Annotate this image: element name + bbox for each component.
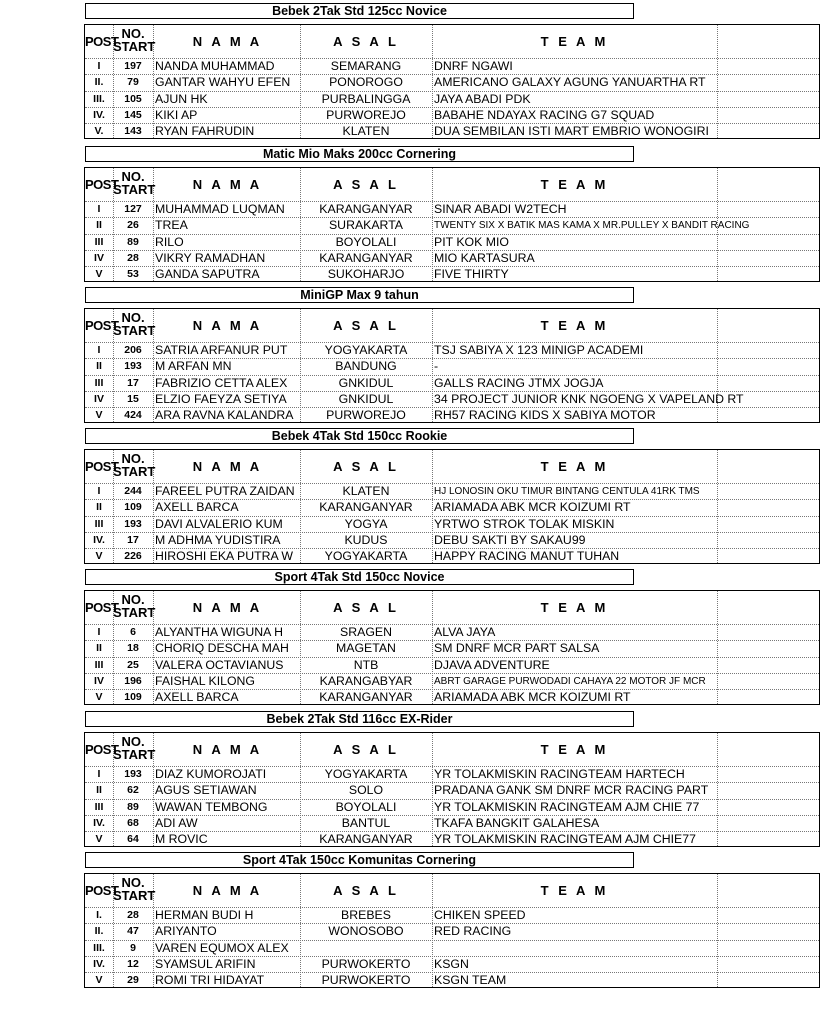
table-row [85, 250, 819, 266]
cell-position: I [97, 626, 101, 638]
cell-team: SINAR ABADI W2TECH [434, 202, 567, 216]
table-row [85, 673, 819, 689]
cell-asal: KLATEN [342, 484, 390, 498]
cell-team: ARIAMADA ABK MCR KOIZUMI RT [434, 500, 631, 515]
cell-nama: FABRIZIO CETTA ALEX [155, 375, 288, 390]
cell-nama: ROMI TRI HIDAYAT [155, 973, 265, 988]
class-title: Sport 4Tak Std 150cc Novice [85, 569, 634, 585]
cell-start-number: 53 [127, 268, 139, 281]
class-title: Bebek 2Tak Std 125cc Novice [85, 3, 634, 19]
cell-position: III. [93, 92, 105, 105]
cell-nama: M ROVIC [155, 832, 208, 847]
table-row [85, 516, 819, 532]
results-table [84, 24, 820, 139]
cell-team: MIO KARTASURA [434, 250, 535, 265]
cell-asal: BOYOLALI [335, 234, 397, 249]
cell-asal: YOGYAKARTA [324, 549, 408, 564]
header-post: POST [85, 318, 119, 333]
cell-nama: SYAMSUL ARIFIN [155, 956, 256, 971]
header-team: T E A M [540, 459, 609, 474]
table-row [85, 123, 819, 139]
cell-asal: SOLO [348, 783, 384, 798]
header-no-start: NO. START [113, 592, 156, 620]
cell-team: RH57 RACING KIDS X SABIYA MOTOR [434, 408, 656, 423]
cell-position: IV [94, 674, 104, 687]
cell-nama: DIAZ KUMOROJATI [155, 767, 267, 781]
cell-asal: KARANGANYAR [319, 832, 413, 847]
table-row [85, 956, 819, 972]
cell-position: III [94, 235, 104, 248]
cell-nama: WAWAN TEMBONG [155, 799, 268, 814]
cell-position: IV. [93, 816, 105, 829]
header-no-start: NO. START [113, 875, 156, 903]
cell-nama: RILO [155, 234, 184, 249]
cell-start-number: 64 [127, 833, 139, 846]
header-asal: A S A L [333, 600, 399, 615]
header-asal: A S A L [333, 459, 399, 474]
cell-asal: KARANGANYAR [319, 690, 413, 705]
cell-nama: CHORIQ DESCHA MAH [155, 641, 289, 656]
cell-asal: PURWOKERTO [321, 973, 411, 988]
cell-start-number: 18 [127, 642, 139, 655]
header-team: T E A M [540, 34, 609, 49]
table-row [85, 74, 819, 90]
cell-nama: DAVI ALVALERIO KUM [155, 516, 283, 531]
cell-start-number: 28 [127, 909, 139, 921]
cell-start-number: 6 [130, 626, 136, 638]
table-header [85, 450, 819, 483]
cell-nama: TREA [155, 218, 188, 233]
cell-nama: ADI AW [155, 815, 198, 830]
table-row [85, 391, 819, 407]
cell-position: III [94, 800, 104, 813]
cell-team: FIVE THIRTY [434, 267, 509, 282]
cell-nama: ELZIO FAEYZA SETIYA [155, 391, 287, 406]
header-post: POST [85, 459, 119, 474]
race-class-section [84, 287, 820, 424]
class-title: Bebek 4Tak Std 150cc Rookie [85, 428, 634, 444]
cell-start-number: 28 [127, 251, 139, 264]
cell-position: II [96, 501, 102, 514]
cell-start-number: 79 [127, 76, 139, 89]
class-title: Bebek 2Tak Std 116cc EX-Rider [85, 711, 634, 727]
cell-position: II [96, 642, 102, 655]
cell-start-number: 12 [127, 957, 139, 970]
cell-asal [300, 941, 432, 956]
header-post: POST [85, 742, 119, 757]
cell-team: YRTWO STROK TOLAK MISKIN [434, 516, 615, 531]
cell-start-number: 193 [124, 517, 142, 530]
cell-team: ABRT GARAGE PURWODADI CAHAYA 22 MOTOR JF MCR [434, 675, 706, 687]
cell-team: SM DNRF MCR PART SALSA [434, 641, 600, 656]
header-nama: N A M A [192, 318, 263, 333]
cell-team: GALLS RACING JTMX JOGJA [434, 375, 604, 390]
cell-position: IV [94, 251, 104, 264]
table-row [85, 358, 819, 374]
race-class-section [84, 3, 820, 140]
cell-team: DJAVA ADVENTURE [434, 657, 550, 672]
cell-position: II [96, 219, 102, 232]
cell-nama: AXELL BARCA [155, 500, 239, 515]
cell-position: IV. [93, 533, 105, 546]
cell-team: YR TOLAKMISKIN RACINGTEAM AJM CHIE 77 [434, 799, 700, 814]
cell-start-number: 9 [130, 941, 136, 954]
cell-nama: ARIYANTO [155, 924, 217, 939]
cell-start-number: 15 [127, 392, 139, 405]
table-header [85, 591, 819, 624]
cell-asal: KARANGANYAR [319, 250, 413, 265]
cell-position: II [96, 360, 102, 373]
cell-team: TSJ SABIYA X 123 MINIGP ACADEMI [434, 343, 644, 357]
cell-nama: M ARFAN MN [155, 359, 232, 374]
header-nama: N A M A [192, 883, 263, 898]
header-asal: A S A L [333, 742, 399, 757]
cell-nama: AJUN HK [155, 91, 208, 106]
cell-asal: KUDUS [344, 532, 388, 547]
cell-team: TWENTY SIX X BATIK MAS KAMA X MR.PULLEY X BANDIT RACING [434, 220, 750, 232]
cell-team: YR TOLAKMISKIN RACINGTEAM HARTECH [434, 767, 685, 781]
cell-team: AMERICANO GALAXY AGUNG YANUARTHA RT [434, 75, 706, 90]
class-title: MiniGP Max 9 tahun [85, 287, 634, 303]
race-class-section [84, 569, 820, 706]
cell-asal: BANTUL [341, 815, 391, 830]
cell-start-number: 143 [124, 125, 142, 138]
cell-team: 34 PROJECT JUNIOR KNK NGOENG X VAPELAND RT [434, 391, 744, 406]
cell-start-number: 17 [127, 376, 139, 389]
cell-position: IV [94, 392, 104, 405]
cell-nama: RYAN FAHRUDIN [155, 124, 255, 139]
cell-asal: SEMARANG [330, 59, 402, 73]
cell-position: V. [94, 125, 104, 138]
table-row [85, 201, 819, 217]
header-asal: A S A L [333, 177, 399, 192]
cell-team: CHIKEN SPEED [434, 908, 526, 922]
cell-asal: YOGYAKARTA [324, 767, 408, 781]
cell-start-number: 109 [124, 501, 142, 514]
cell-position: I [97, 485, 101, 497]
cell-nama: AXELL BARCA [155, 690, 239, 705]
header-no-start: NO. START [113, 169, 156, 197]
cell-start-number: 47 [127, 925, 139, 938]
cell-start-number: 89 [127, 800, 139, 813]
header-team: T E A M [540, 177, 609, 192]
cell-nama: ARA RAVNA KALANDRA [155, 408, 294, 423]
race-class-section [84, 428, 820, 565]
table-header [85, 733, 819, 766]
cell-team: YR TOLAKMISKIN RACINGTEAM AJM CHIE77 [434, 832, 696, 847]
class-title: Sport 4Tak 150cc Komunitas Cornering [85, 852, 634, 868]
cell-asal: PURWOREJO [326, 107, 406, 122]
cell-position: III [94, 658, 104, 671]
cell-nama: VAREN EQUMOX ALEX [155, 940, 289, 955]
cell-start-number: 109 [124, 691, 142, 704]
cell-nama: AGUS SETIAWAN [155, 783, 257, 798]
table-row [85, 548, 819, 564]
cell-nama: VALERA OCTAVIANUS [155, 657, 284, 672]
cell-nama: GANDA SAPUTRA [155, 267, 260, 282]
cell-team: TKAFA BANGKIT GALAHESA [434, 815, 600, 830]
results-table [84, 308, 820, 423]
cell-team: DUA SEMBILAN ISTI MART EMBRIO WONOGIRI [434, 124, 709, 139]
table-row [85, 217, 819, 233]
header-asal: A S A L [333, 318, 399, 333]
cell-team: KSGN TEAM [434, 973, 507, 988]
results-table [84, 732, 820, 847]
table-row [85, 499, 819, 515]
cell-asal: BOYOLALI [335, 799, 397, 814]
header-no-start: NO. START [113, 26, 156, 54]
cell-asal: GNKIDUL [338, 375, 394, 390]
cell-start-number: 145 [124, 108, 142, 121]
cell-team: BABAHE NDAYAX RACING G7 SQUAD [434, 107, 655, 122]
header-nama: N A M A [192, 459, 263, 474]
cell-team: DNRF NGAWI [434, 59, 513, 73]
cell-asal: BREBES [341, 908, 391, 922]
header-post: POST [85, 34, 119, 49]
results-table [84, 449, 820, 564]
cell-asal: PURBALINGGA [321, 91, 411, 106]
cell-position: V [95, 691, 103, 704]
cell-start-number: 62 [127, 784, 139, 797]
cell-nama: SATRIA ARFANUR PUT [155, 343, 288, 357]
header-team: T E A M [540, 318, 609, 333]
cell-start-number: 25 [127, 658, 139, 671]
cell-nama: MUHAMMAD LUQMAN [155, 202, 285, 216]
cell-team: ARIAMADA ABK MCR KOIZUMI RT [434, 690, 631, 705]
cell-start-number: 226 [124, 550, 142, 563]
table-row [85, 907, 819, 923]
table-header [85, 168, 819, 201]
cell-start-number: 206 [124, 344, 142, 356]
table-header [85, 309, 819, 342]
header-no-start: NO. START [113, 451, 156, 479]
table-row [85, 342, 819, 358]
cell-team: PRADANA GANK SM DNRF MCR RACING PART [434, 783, 709, 798]
cell-position: IV. [93, 957, 105, 970]
cell-asal: SUKOHARJO [327, 267, 405, 282]
race-class-section [84, 852, 820, 989]
cell-team: RED RACING [434, 924, 512, 939]
cell-position: I [97, 203, 101, 215]
cell-position: II [96, 784, 102, 797]
table-row [85, 972, 819, 988]
cell-position: III [94, 376, 104, 389]
cell-asal: BANDUNG [335, 359, 397, 374]
header-nama: N A M A [192, 34, 263, 49]
table-row [85, 234, 819, 250]
cell-position: V [95, 268, 103, 281]
table-row [85, 689, 819, 705]
cell-position: I [97, 344, 101, 356]
header-no-start: NO. START [113, 310, 156, 338]
header-nama: N A M A [192, 600, 263, 615]
cell-nama: M ADHMA YUDISTIRA [155, 532, 281, 547]
cell-position: III. [93, 941, 105, 954]
header-asal: A S A L [333, 34, 399, 49]
table-row [85, 58, 819, 74]
header-team: T E A M [540, 600, 609, 615]
cell-nama: HERMAN BUDI H [155, 908, 254, 922]
cell-asal: YOGYAKARTA [324, 343, 408, 357]
cell-start-number: 197 [124, 60, 142, 72]
header-nama: N A M A [192, 177, 263, 192]
cell-position: I. [96, 909, 102, 921]
cell-position: V [95, 409, 103, 422]
cell-start-number: 29 [127, 974, 139, 987]
table-row [85, 815, 819, 831]
cell-asal: PURWOKERTO [321, 956, 411, 971]
cell-start-number: 424 [124, 409, 142, 422]
table-row [85, 483, 819, 499]
header-team: T E A M [540, 742, 609, 757]
table-row [85, 375, 819, 391]
header-team: T E A M [540, 883, 609, 898]
cell-start-number: 17 [127, 533, 139, 546]
table-header [85, 25, 819, 58]
cell-asal: KARANGABYAR [319, 673, 413, 688]
cell-position: II. [94, 76, 104, 89]
cell-nama: HIROSHI EKA PUTRA W [155, 549, 294, 564]
race-class-section [84, 146, 820, 283]
table-row [85, 923, 819, 939]
cell-asal: GNKIDUL [338, 391, 394, 406]
cell-position: I [97, 768, 101, 780]
cell-asal: NTB [353, 657, 379, 672]
cell-start-number: 193 [124, 768, 142, 780]
cell-team: PIT KOK MIO [434, 234, 509, 249]
header-asal: A S A L [333, 883, 399, 898]
cell-position: V [95, 833, 103, 846]
cell-position: I [97, 60, 101, 72]
cell-team [432, 941, 717, 956]
cell-start-number: 89 [127, 235, 139, 248]
cell-team: - [434, 359, 439, 374]
cell-nama: KIKI AP [155, 107, 198, 122]
cell-asal: MAGETAN [336, 641, 396, 656]
cell-nama: NANDA MUHAMMAD [155, 59, 275, 73]
results-table [84, 167, 820, 282]
cell-asal: KARANGANYAR [319, 500, 413, 515]
cell-start-number: 105 [124, 92, 142, 105]
cell-asal: SRAGEN [340, 625, 392, 639]
table-row [85, 657, 819, 673]
table-header [85, 874, 819, 907]
table-row [85, 782, 819, 798]
cell-position: V [95, 550, 103, 563]
header-post: POST [85, 177, 119, 192]
cell-asal: KARANGANYAR [319, 202, 413, 216]
cell-position: III [94, 517, 104, 530]
cell-start-number: 26 [127, 219, 139, 232]
results-table [84, 873, 820, 988]
table-row [85, 831, 819, 847]
table-row [85, 799, 819, 815]
cell-start-number: 244 [124, 485, 142, 497]
cell-position: V [95, 974, 103, 987]
cell-team: KSGN [434, 956, 469, 971]
cell-nama: FAISHAL KILONG [155, 673, 256, 688]
cell-team: ALVA JAYA [434, 625, 496, 639]
cell-team: HAPPY RACING MANUT TUHAN [434, 549, 620, 564]
cell-team: DEBU SAKTI BY SAKAU99 [434, 532, 586, 547]
header-nama: N A M A [192, 742, 263, 757]
class-title: Matic Mio Maks 200cc Cornering [85, 146, 634, 162]
cell-asal: SURAKARTA [328, 218, 404, 233]
cell-asal: WONOSOBO [328, 924, 404, 939]
race-class-section [84, 711, 820, 848]
table-row [85, 407, 819, 423]
cell-asal: PONOROGO [329, 75, 403, 90]
cell-asal: KLATEN [342, 124, 390, 139]
table-row [85, 532, 819, 548]
cell-nama: GANTAR WAHYU EFEN [155, 75, 291, 90]
cell-start-number: 196 [124, 674, 142, 687]
header-post: POST [85, 883, 119, 898]
results-table [84, 590, 820, 705]
table-row [85, 91, 819, 107]
cell-nama: VIKRY RAMADHAN [155, 250, 266, 265]
table-row [85, 940, 819, 956]
cell-position: IV. [93, 108, 105, 121]
header-post: POST [85, 600, 119, 615]
cell-start-number: 127 [124, 203, 142, 215]
cell-nama: ALYANTHA WIGUNA H [155, 625, 283, 639]
cell-position: II. [94, 925, 104, 938]
cell-asal: PURWOREJO [326, 408, 406, 423]
table-row [85, 624, 819, 640]
header-no-start: NO. START [113, 734, 156, 762]
cell-start-number: 193 [124, 360, 142, 373]
table-row [85, 107, 819, 123]
cell-start-number: 68 [127, 816, 139, 829]
cell-asal: YOGYA [344, 516, 388, 531]
cell-team: HJ LONOSIN OKU TIMUR BINTANG CENTULA 41RK TMS [434, 486, 700, 497]
cell-team: JAYA ABADI PDK [434, 91, 531, 106]
table-row [85, 266, 819, 282]
cell-nama: FAREEL PUTRA ZAIDAN [155, 484, 295, 498]
table-row [85, 640, 819, 656]
table-row [85, 766, 819, 782]
